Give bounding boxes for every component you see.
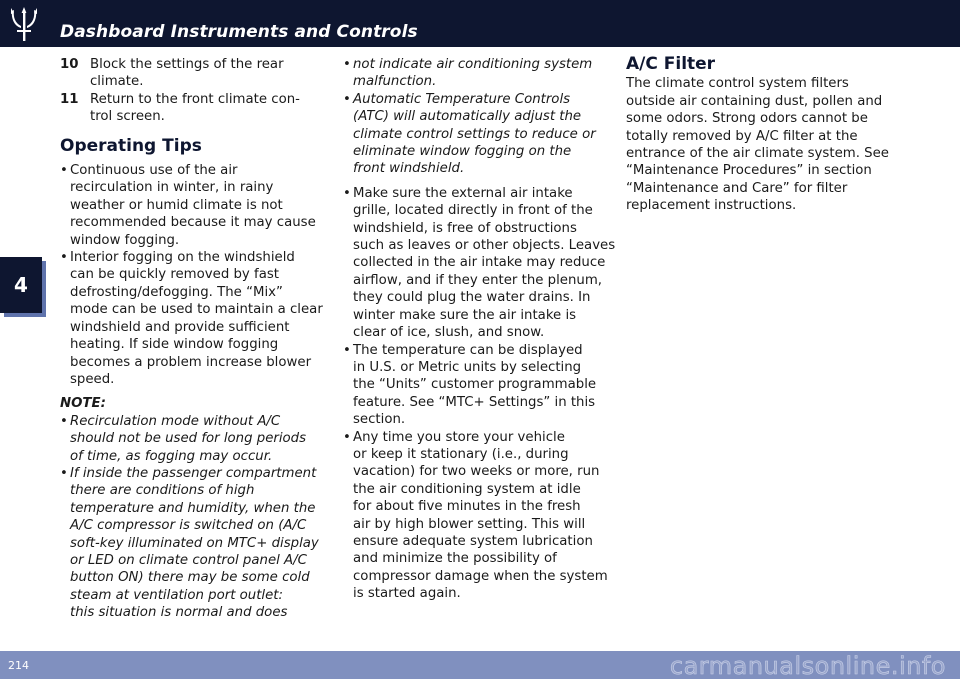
note-bullet-item: [60, 465, 328, 622]
text-line: should not be used for long periods: [70, 431, 307, 447]
note-label: NOTE:: [60, 396, 106, 412]
text-line: • Automatic Temperature Controls: [353, 91, 571, 107]
text-line: Block the settings of the rear: [90, 57, 284, 72]
text-line: section.: [353, 412, 406, 428]
text-line: winter make sure the air intake is: [353, 307, 577, 323]
text-line: replacement instructions.: [626, 198, 797, 214]
note-continuation: [343, 56, 615, 91]
text-line: windshield, is free of obstructions: [353, 220, 577, 236]
text-line: • not indicate air conditioning system: [353, 57, 593, 72]
text-line: A/C compressor is switched on (A/C: [70, 518, 307, 534]
text-line: entrance of the air climate system. See: [626, 146, 889, 162]
text-line: the “Units” customer programmable: [353, 377, 597, 393]
bullet-item: [343, 342, 615, 429]
text-line: for about five minutes in the fresh: [353, 499, 581, 515]
bullet-item: [60, 162, 328, 249]
text-line: and minimize the possibility of: [353, 551, 557, 567]
text-line: • Recirculation mode without A/C: [70, 413, 281, 429]
numbered-step: [60, 56, 328, 91]
bullet-item: [343, 185, 615, 342]
text-line: button ON) there may be some cold: [70, 570, 310, 586]
text-line: malfunction.: [353, 74, 437, 90]
text-line: they could plug the water drains. In: [353, 290, 591, 306]
watermark: carmanualsonline.info: [669, 652, 946, 680]
page-number: 214: [8, 659, 29, 672]
note-bullet-item: [60, 413, 328, 465]
text-line: in U.S. or Metric units by selecting: [353, 359, 582, 375]
text-line: windshield and provide sufficient: [70, 319, 290, 335]
step-number: 10: [60, 57, 79, 72]
text-line: grille, located directly in front of the: [353, 203, 593, 219]
text-line: front windshield.: [353, 161, 465, 177]
text-line: recirculation in winter, in rainy: [70, 180, 274, 196]
header-title: Dashboard Instruments and Controls: [60, 22, 418, 42]
text-line: weather or humid climate is not: [70, 197, 283, 213]
text-line: feature. See “MTC+ Settings” in this: [353, 394, 596, 410]
text-line: The climate control system filters: [626, 76, 849, 92]
page-footer: [0, 651, 960, 679]
column-right: [626, 56, 896, 215]
column-left: [60, 56, 328, 622]
text-line: temperature and humidity, when the: [70, 500, 316, 516]
text-line: the air conditioning system at idle: [353, 481, 581, 497]
text-line: “Maintenance Procedures” in section: [626, 163, 872, 179]
text-line: window fogging.: [70, 232, 180, 248]
text-line: speed.: [70, 371, 115, 387]
text-line: becomes a problem increase blower: [70, 354, 312, 370]
text-line: compressor damage when the system: [353, 568, 608, 584]
text-line: • The temperature can be displayed: [353, 342, 583, 358]
text-line: there are conditions of high: [70, 483, 255, 499]
column-middle: [343, 56, 615, 603]
chapter-tab: 4: [0, 257, 42, 313]
text-line: ensure adequate system lubrication: [353, 533, 593, 549]
text-line: or keep it stationary (i.e., during: [353, 446, 569, 462]
text-line: airflow, and if they enter the plenum,: [353, 272, 603, 288]
step-number: 11: [60, 91, 79, 107]
bullet-item: [60, 249, 328, 388]
text-line: this situation is normal and does: [70, 605, 288, 621]
text-line: eliminate window fogging on the: [353, 144, 572, 160]
text-line: vacation) for two weeks or more, run: [353, 464, 600, 480]
paragraph: [626, 75, 896, 214]
text-line: • Continuous use of the air: [70, 163, 238, 179]
text-line: of time, as fogging may occur.: [70, 448, 273, 464]
text-line: Return to the front climate con-: [90, 91, 300, 107]
text-line: totally removed by A/C filter at the: [626, 128, 858, 144]
text-line: “Maintenance and Care” for filter: [626, 180, 848, 196]
text-line: or LED on climate control panel A/C: [70, 552, 307, 568]
text-line: can be quickly removed by fast: [70, 267, 279, 283]
text-line: climate control settings to reduce or: [353, 126, 596, 142]
text-line: • Make sure the external air intake: [353, 185, 573, 201]
text-line: • If inside the passenger compartment: [70, 465, 317, 481]
text-line: such as leaves or other objects. Leaves: [353, 238, 616, 254]
text-line: • Any time you store your vehicle: [353, 429, 565, 445]
section-heading: Operating Tips: [60, 135, 202, 156]
text-line: collected in the air intake may reduce: [353, 255, 606, 271]
text-line: mode can be used to maintain a clear: [70, 302, 323, 318]
text-line: clear of ice, slush, and snow.: [353, 325, 545, 341]
text-line: air by high blower setting. This will: [353, 516, 586, 532]
text-line: defrosting/defogging. The “Mix”: [70, 284, 283, 300]
text-line: steam at ventilation port outlet:: [70, 587, 283, 603]
bullet-item: [343, 429, 615, 603]
text-line: recommended because it may cause: [70, 215, 316, 231]
page-header: [0, 0, 960, 47]
numbered-step: [60, 91, 328, 126]
text-line: outside air containing dust, pollen and: [626, 93, 883, 109]
text-line: is started again.: [353, 586, 461, 602]
trident-logo-icon: [8, 6, 40, 42]
section-heading: A/C Filter: [626, 54, 716, 74]
text-line: (ATC) will automatically adjust the: [353, 109, 582, 125]
text-line: some odors. Strong odors cannot be: [626, 111, 868, 127]
note-bullet-item: [343, 91, 615, 178]
text-line: • Interior fogging on the windshield: [70, 250, 295, 266]
text-line: climate.: [90, 74, 144, 90]
text-line: soft-key illuminated on MTC+ display: [70, 535, 319, 551]
text-line: heating. If side window fogging: [70, 337, 279, 353]
text-line: trol screen.: [90, 109, 165, 125]
